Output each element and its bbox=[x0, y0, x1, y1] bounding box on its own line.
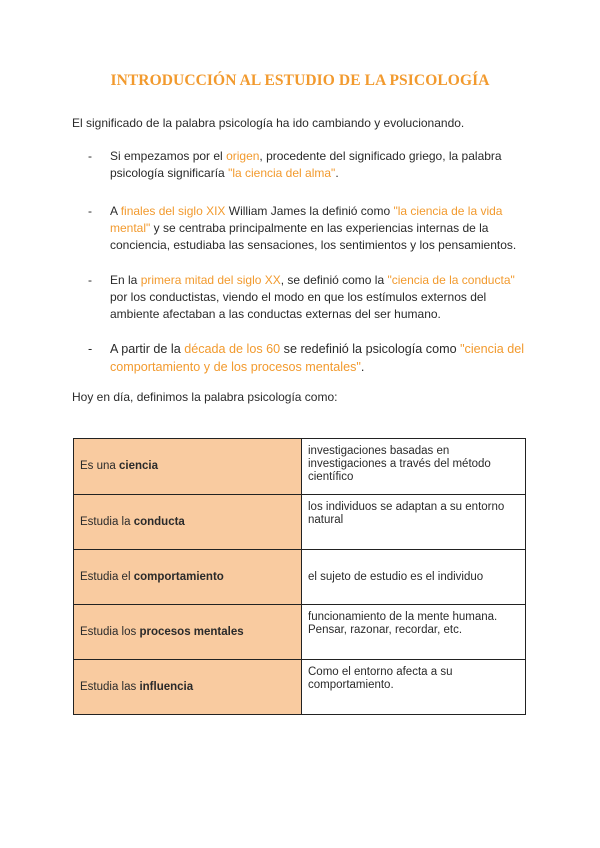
text-span: . bbox=[335, 166, 339, 180]
label-cell bbox=[74, 660, 302, 715]
definitions-table bbox=[73, 438, 526, 715]
label-term: comportamiento bbox=[133, 570, 224, 583]
highlight-span: origen bbox=[226, 149, 260, 163]
list-item bbox=[88, 148, 528, 182]
label-cell bbox=[74, 495, 302, 550]
table-row bbox=[74, 550, 526, 605]
highlight-span: "ciencia de la conducta" bbox=[387, 273, 515, 287]
dash-marker: - bbox=[88, 273, 92, 287]
value-cell: investigaciones basadas en investigaciones a través del método científico bbox=[302, 439, 526, 495]
text-span: A partir de la bbox=[110, 342, 185, 356]
table-row bbox=[74, 495, 526, 550]
table-row bbox=[74, 439, 526, 495]
text-span: William James la definió como bbox=[225, 204, 394, 218]
highlight-span: primera mitad del siglo XX bbox=[140, 273, 281, 287]
dash-marker: - bbox=[88, 149, 92, 163]
label-cell bbox=[74, 439, 302, 495]
label-term: conducta bbox=[133, 515, 185, 528]
value-cell: funcionamiento de la mente humana. Pensar, razonar, recordar, etc. bbox=[302, 605, 526, 660]
highlight-span: "la ciencia del alma" bbox=[228, 166, 336, 180]
text-span: , procedente del significado griego, la palabra psicología significaría bbox=[110, 149, 502, 180]
label-term: procesos mentales bbox=[139, 625, 244, 638]
highlight-span: finales del siglo XIX bbox=[120, 204, 226, 218]
history-list bbox=[88, 148, 528, 376]
text-span: . bbox=[360, 360, 365, 374]
intro-paragraph: El significado de la palabra psicología ha ido cambiando y evolucionando. bbox=[72, 116, 465, 130]
table-row bbox=[74, 605, 526, 660]
text-span: Si empezamos por el bbox=[110, 149, 227, 163]
label-term: influencia bbox=[139, 680, 194, 693]
label-term: ciencia bbox=[119, 460, 158, 472]
value-cell: los individuos se adaptan a su entorno natural bbox=[302, 495, 526, 550]
value-cell: el sujeto de estudio es el individuo bbox=[302, 550, 526, 605]
label-prefix: Estudia el bbox=[80, 570, 134, 583]
list-item bbox=[88, 272, 528, 323]
label-cell bbox=[74, 550, 302, 605]
value-cell: Como el entorno afecta a su comportamiento. bbox=[302, 660, 526, 715]
list-item bbox=[88, 340, 528, 376]
highlight-span: "ciencia del comportamiento y de los procesos mentales" bbox=[110, 342, 525, 374]
text-span: se redefinió la psicología como bbox=[280, 342, 461, 356]
text-span: En la bbox=[110, 273, 141, 287]
label-prefix: Estudia las bbox=[80, 680, 140, 693]
text-span: y se centraba principalmente en las experiencias internas de la conciencia, estudiaba las sensaciones, los sentimientos y los pensamientos. bbox=[110, 221, 517, 252]
label-prefix: Estudia la bbox=[80, 515, 134, 528]
label-cell bbox=[74, 605, 302, 660]
dash-marker: - bbox=[88, 204, 92, 218]
table-row bbox=[74, 660, 526, 715]
text-span: A bbox=[110, 204, 121, 218]
text-span: por los conductistas, viendo el modo en que los estímulos externos del ambiente afectaban a las conductas externas del ser humano. bbox=[110, 290, 487, 321]
document-title: INTRODUCCIÓN AL ESTUDIO DE LA PSICOLOGÍA bbox=[110, 72, 490, 89]
label-prefix: Estudia los bbox=[80, 625, 140, 638]
list-item bbox=[88, 203, 528, 254]
label-prefix: Es una bbox=[80, 460, 119, 472]
outro-paragraph: Hoy en día, definimos la palabra psicología como: bbox=[72, 390, 338, 404]
highlight-span: década de los 60 bbox=[184, 342, 281, 356]
highlight-span: "la ciencia de la vida mental" bbox=[110, 204, 503, 235]
dash-marker: - bbox=[88, 342, 93, 356]
text-span: , se definió como la bbox=[280, 273, 388, 287]
